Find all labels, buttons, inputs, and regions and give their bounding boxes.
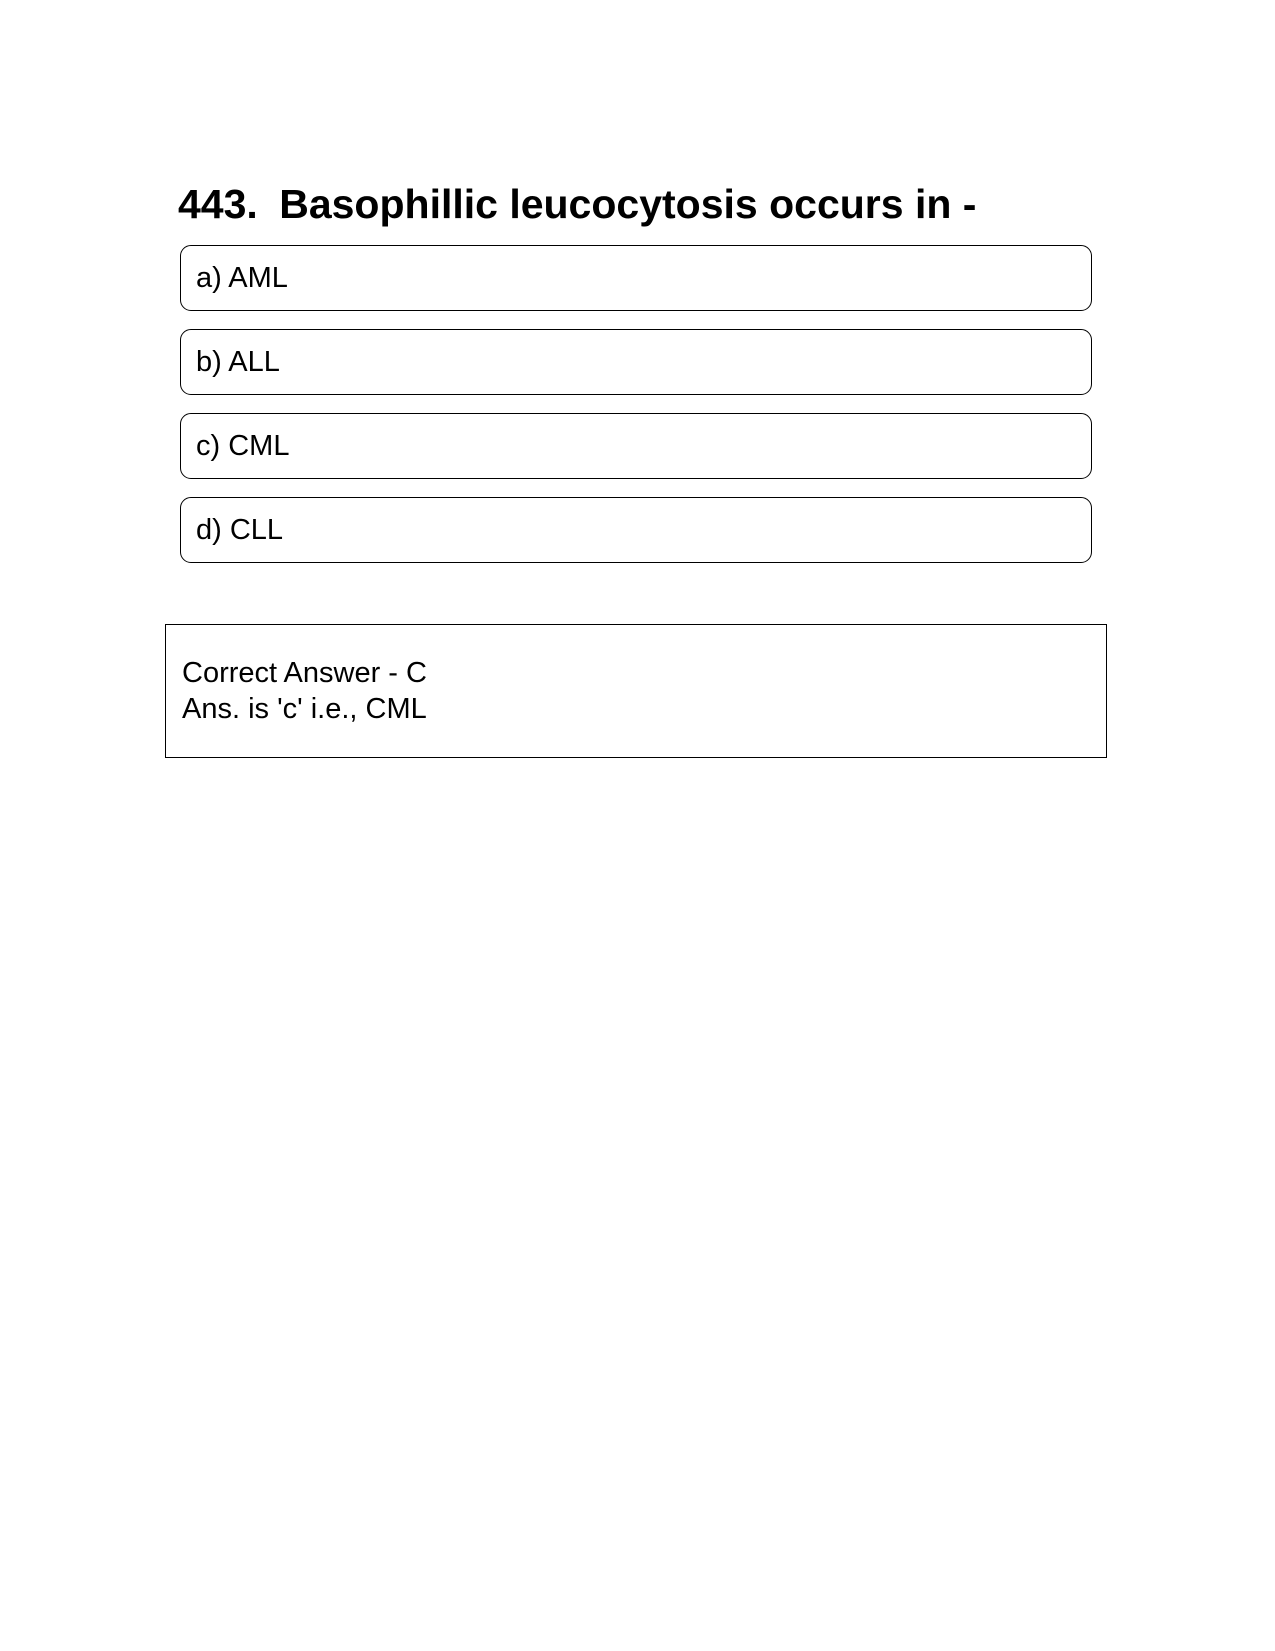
correct-answer-text: Correct Answer - C	[182, 657, 427, 689]
option-d[interactable]: d) CLL	[180, 497, 1092, 563]
question-text: Basophillic leucocytosis occurs in -	[279, 181, 977, 227]
option-b[interactable]: b) ALL	[180, 329, 1092, 395]
answer-box	[165, 624, 1107, 758]
answer-explanation: Ans. is 'c' i.e., CML	[182, 693, 427, 725]
option-a[interactable]: a) AML	[180, 245, 1092, 311]
question-number: 443.	[178, 181, 258, 227]
option-c[interactable]: c) CML	[180, 413, 1092, 479]
question-heading	[178, 178, 1118, 230]
